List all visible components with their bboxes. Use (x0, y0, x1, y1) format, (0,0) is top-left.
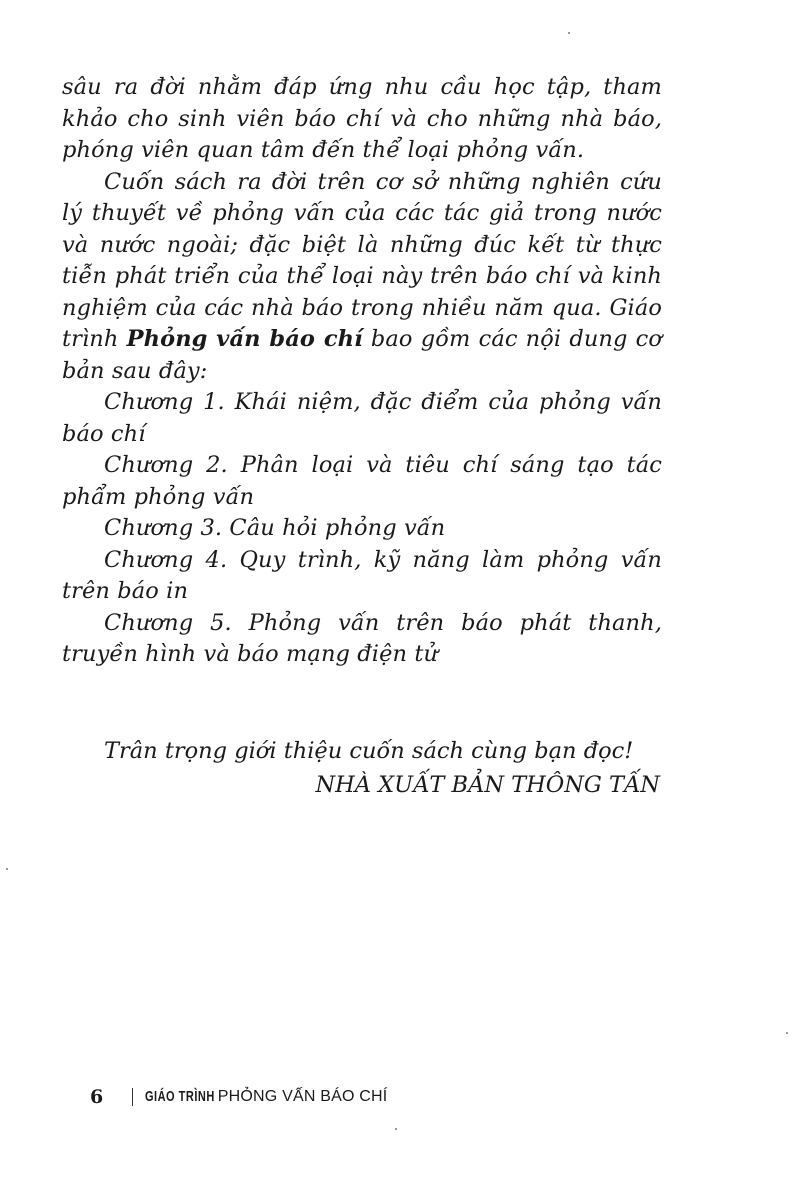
book-title-inline: Phỏng vấn báo chí (126, 326, 363, 352)
body-text (62, 72, 662, 671)
chapter-item-5: Chương 5. Phỏng vấn trên báo phát thanh, truyền hình và báo mạng điện tử (62, 609, 662, 667)
page-footer (90, 1083, 387, 1111)
scan-speck (568, 32, 570, 34)
chapter-item-1: Chương 1. Khái niệm, đặc điểm của phỏng vấn báo chí (62, 389, 662, 447)
scan-speck (786, 1032, 788, 1034)
chapter-item-3: Chương 3. Câu hỏi phỏng vấn (104, 515, 446, 541)
publisher-signature: NHÀ XUẤT BẢN THÔNG TẤN (315, 772, 660, 798)
chapter-item-4: Chương 4. Quy trình, kỹ năng làm phỏng vấn trên báo in (62, 546, 662, 604)
paragraph-sources-text-after: bao gồm các nội dung cơ bản sau đây: (62, 326, 663, 384)
chapter-item-2: Chương 2. Phân loại và tiêu chí sáng tạo tác phẩm phỏng vấn (62, 452, 662, 510)
footer-divider (132, 1088, 133, 1106)
scan-speck (395, 1128, 397, 1130)
page-number: 6 (90, 1086, 104, 1108)
paragraph-intro-continued: sâu ra đời nhằm đáp ứng nhu cầu học tập, tham khảo cho sinh viên báo chí và cho những nhà báo, phóng viên quan tâm đến thể loại phỏng vấn. (62, 74, 662, 163)
closing-thanks: Trân trọng giới thiệu cuốn sách cùng bạn đọc! (104, 738, 634, 764)
footer-book-label: GIÁO TRÌNH (145, 1089, 215, 1105)
paragraph-sources (62, 167, 662, 388)
paragraph-sources-text-before: Cuốn sách ra đời trên cơ sở những nghiên cứu lý thuyết về phỏng vấn của các tác giả trong nước và nước ngoài; đặc biệt là những đúc kết từ thực tiễn phát triển của thể loại này trên báo chí và kinh nghiệm của các nhà báo trong nhiều năm qua. Giáo trình (62, 168, 662, 352)
footer-book-name: PHỎNG VẤN BÁO CHÍ (217, 1088, 388, 1105)
closing-block (104, 734, 664, 802)
scan-speck (6, 868, 8, 870)
